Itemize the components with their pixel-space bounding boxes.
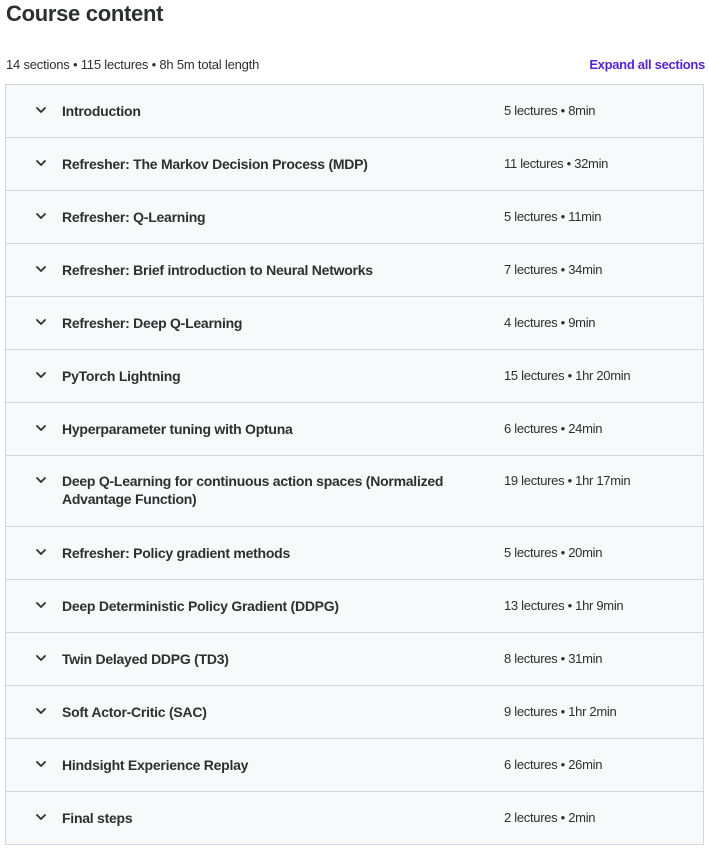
section-meta: 13 lectures • 1hr 9min (504, 598, 624, 613)
section-list (5, 84, 704, 845)
expand-all-sections-button[interactable]: Expand all sections (589, 56, 705, 72)
chevron-down-icon (34, 545, 48, 559)
section-title: Refresher: Brief introduction to Neural Networks (62, 262, 373, 278)
section-meta: 7 lectures • 34min (504, 262, 603, 277)
section-title: Deep Deterministic Policy Gradient (DDPG) (62, 598, 339, 614)
section-row-3[interactable] (6, 191, 703, 244)
section-row-10[interactable] (6, 580, 703, 633)
page-title: Course content (6, 1, 164, 26)
chevron-down-icon (34, 598, 48, 612)
section-meta: 6 lectures • 26min (504, 757, 603, 772)
section-meta: 9 lectures • 1hr 2min (504, 704, 617, 719)
section-meta: 2 lectures • 2min (504, 810, 596, 825)
section-title: Twin Delayed DDPG (TD3) (62, 651, 229, 667)
section-meta: 11 lectures • 32min (504, 156, 609, 171)
section-meta: 6 lectures • 24min (504, 421, 603, 436)
section-title: Deep Q-Learning for continuous action spaces (Normalized Advantage Function) (62, 473, 444, 507)
chevron-down-icon (34, 156, 48, 170)
course-summary-bar (6, 54, 705, 74)
chevron-down-icon (34, 757, 48, 771)
chevron-down-icon (34, 651, 48, 665)
section-row-4[interactable] (6, 244, 703, 297)
section-title: Refresher: The Markov Decision Process (MDP) (62, 156, 368, 172)
section-title: Final steps (62, 810, 133, 826)
section-title: Refresher: Deep Q-Learning (62, 315, 243, 331)
chevron-down-icon (34, 262, 48, 276)
section-title: Refresher: Q-Learning (62, 209, 206, 225)
section-row-13[interactable] (6, 739, 703, 792)
section-meta: 19 lectures • 1hr 17min (504, 473, 631, 488)
section-meta: 15 lectures • 1hr 20min (504, 368, 631, 383)
section-meta: 5 lectures • 8min (504, 103, 596, 118)
section-title: Hindsight Experience Replay (62, 757, 249, 773)
section-row-1[interactable] (6, 85, 703, 138)
section-row-2[interactable] (6, 138, 703, 191)
section-row-9[interactable] (6, 527, 703, 580)
chevron-down-icon (34, 704, 48, 718)
chevron-down-icon (34, 368, 48, 382)
section-meta: 4 lectures • 9min (504, 315, 596, 330)
section-title: Introduction (62, 103, 141, 119)
section-meta: 8 lectures • 31min (504, 651, 603, 666)
section-meta: 5 lectures • 20min (504, 545, 603, 560)
chevron-down-icon (34, 315, 48, 329)
course-summary: 14 sections • 115 lectures • 8h 5m total length (6, 56, 260, 72)
chevron-down-icon (34, 103, 48, 117)
section-title: PyTorch Lightning (62, 368, 181, 384)
section-row-8[interactable] (6, 456, 703, 527)
chevron-down-icon (34, 209, 48, 223)
section-title: Soft Actor-Critic (SAC) (62, 704, 207, 720)
section-row-5[interactable] (6, 297, 703, 350)
chevron-down-icon (34, 421, 48, 435)
chevron-down-icon (34, 473, 48, 487)
section-row-14[interactable] (6, 792, 703, 845)
section-row-12[interactable] (6, 686, 703, 739)
section-row-6[interactable] (6, 350, 703, 403)
section-row-11[interactable] (6, 633, 703, 686)
chevron-down-icon (34, 810, 48, 824)
section-meta: 5 lectures • 11min (504, 209, 602, 224)
section-row-7[interactable] (6, 403, 703, 456)
section-title: Hyperparameter tuning with Optuna (62, 421, 293, 437)
section-title: Refresher: Policy gradient methods (62, 545, 291, 561)
